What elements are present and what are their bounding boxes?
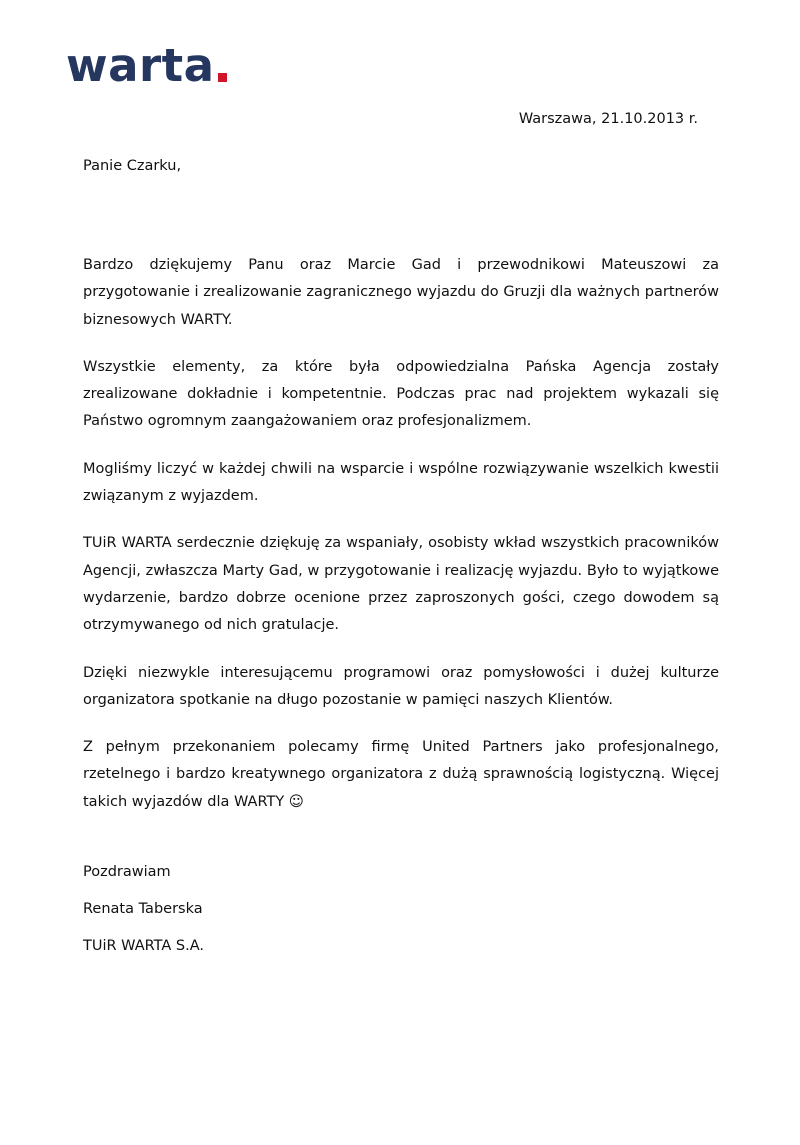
letter-greeting: Panie Czarku, (83, 158, 182, 174)
logo-dot (218, 73, 227, 82)
paragraph-4: TUiR WARTA serdecznie dziękuję za wspaniały, osobisty wkład wszystkich pracowników Agencji, zwłaszcza Marty Gad, w przygotowanie i realizację wyjazdu. Było to wyjątkowe wydarzenie, bardzo dobrze ocenione przez zaproszonych gości, czego dowodem są otrzymywanego od nich gratulacje. (83, 535, 719, 634)
paragraph-2: Wszystkie elementy, za które była odpowiedzialna Pańska Agencja zostały zrealizowane dokładnie i kompetentnie. Podczas prac nad projektem wykazali się Państwo ogromnym zaangażowaniem oraz profesjonalizmem. (83, 358, 719, 430)
signer-company: TUiR WARTA S.A. (83, 938, 205, 954)
paragraph-1: Bardzo dziękujemy Panu oraz Marcie Gad i przewodnikowi Mateuszowi za przygotowanie i zrealizowanie zagranicznego wyjazdu do Gruzji dla ważnych partnerów biznesowych WARTY. (83, 257, 719, 328)
logo-text: warta (66, 39, 215, 92)
signer-name: Renata Taberska (83, 901, 203, 917)
letter-closing (83, 864, 204, 975)
paragraph-5: Dzięki niezwykle interesującemu programowi oraz pomysłowości i dużej kulturze organizatora spotkanie na długo pozostanie w pamięci naszych Klientów. (83, 664, 719, 708)
letter-date: Warszawa, 21.10.2013 r. (518, 111, 698, 127)
company-logo (66, 38, 227, 92)
paragraph-6: Z pełnym przekonaniem polecamy firmę United Partners jako profesjonalnego, rzetelnego i bardzo kreatywnego organizatora z dużą sprawnością logistyczną. Więcej takich wyjazdów dla WARTY ☺ (83, 739, 719, 810)
closing-salutation: Pozdrawiam (83, 864, 171, 880)
paragraph-3: Mogliśmy liczyć w każdej chwili na wsparcie i wspólne rozwiązywanie wszelkich kwestii związanym z wyjazdem. (83, 460, 719, 505)
letter-body (83, 252, 719, 836)
